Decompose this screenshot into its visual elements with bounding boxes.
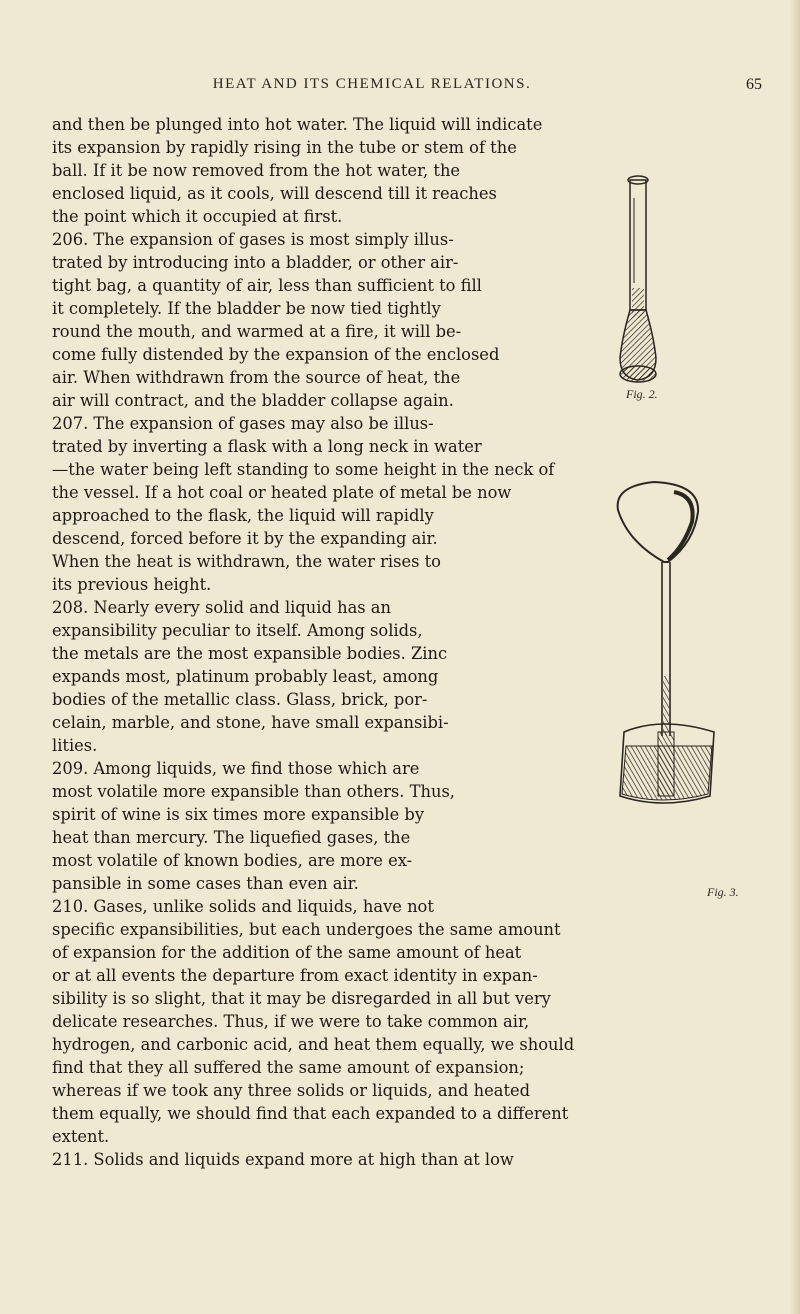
text-line: the vessel. If a hot coal or heated plate of metal be now <box>52 483 512 502</box>
text-line: find that they all suffered the same amount of expansion; <box>52 1058 525 1077</box>
page-number: 65 <box>746 76 762 93</box>
text-line: pansible in some cases than even air. <box>52 874 359 893</box>
text-line: heat than mercury. The liquefied gases, the <box>52 828 411 847</box>
text-line: 208. Nearly every solid and liquid has an <box>52 598 392 617</box>
text-line: descend, forced before it by the expanding air. <box>52 529 438 548</box>
text-line: most volatile more expansible than others. Thus, <box>52 782 455 801</box>
text-line: When the heat is withdrawn, the water rises to <box>52 552 441 571</box>
text-line: sibility is so slight, that it may be disregarded in all but very <box>52 989 551 1008</box>
text-line: them equally, we should find that each expanded to a different <box>52 1104 569 1123</box>
text-line: of expansion for the addition of the same amount of heat <box>52 943 522 962</box>
text-line: round the mouth, and warmed at a fire, it will be- <box>52 322 462 341</box>
text-line: 211. Solids and liquids expand more at high than at low <box>52 1150 514 1169</box>
text-line: its previous height. <box>52 575 212 594</box>
text-line: celain, marble, and stone, have small expansibi- <box>52 713 449 732</box>
figure-3-label: Fig. 3. <box>707 885 739 899</box>
text-line: come fully distended by the expansion of the enclosed <box>52 345 500 364</box>
text-line: and then be plunged into hot water. The liquid will indicate <box>52 115 543 134</box>
text-line: extent. <box>52 1127 110 1146</box>
text-line: enclosed liquid, as it cools, will descend till it reaches <box>52 184 497 203</box>
text-line: expansibility peculiar to itself. Among solids, <box>52 621 423 640</box>
text-line: —the water being left standing to some height in the neck of <box>52 460 555 479</box>
text-line: air. When withdrawn from the source of heat, the <box>52 368 461 387</box>
text-line: tight bag, a quantity of air, less than sufficient to fill <box>52 276 482 295</box>
text-line: hydrogen, and carbonic acid, and heat them equally, we should <box>52 1035 575 1054</box>
running-head: HEAT AND ITS CHEMICAL RELATIONS. <box>212 76 532 92</box>
text-line: spirit of wine is six times more expansible by <box>52 805 425 824</box>
text-line: it completely. If the bladder be now tied tightly <box>52 299 441 318</box>
text-line: lities. <box>52 736 98 755</box>
text-line: delicate researches. Thus, if we were to take common air, <box>52 1012 530 1031</box>
text-line: its expansion by rapidly rising in the tube or stem of the <box>52 138 517 157</box>
flask-illustration <box>612 168 692 398</box>
text-line: air will contract, and the bladder collapse again. <box>52 391 454 410</box>
text-line: 206. The expansion of gases is most simply illus- <box>52 230 454 249</box>
page-edge <box>790 0 800 1314</box>
text-line: trated by introducing into a bladder, or other air- <box>52 253 459 272</box>
text-line: whereas if we took any three solids or liquids, and heated <box>52 1081 531 1100</box>
text-line: specific expansibilities, but each undergoes the same amount <box>52 920 561 939</box>
text-line: expands most, platinum probably least, among <box>52 667 439 686</box>
figure-2 <box>612 168 692 398</box>
text-line: 207. The expansion of gases may also be illus- <box>52 414 434 433</box>
text-line: bodies of the metallic class. Glass, brick, por- <box>52 690 428 709</box>
text-line: 210. Gases, unlike solids and liquids, have not <box>52 897 434 916</box>
figure-3 <box>604 476 724 856</box>
text-line: approached to the flask, the liquid will rapidly <box>52 506 434 525</box>
text-line: ball. If it be now removed from the hot water, the <box>52 161 461 180</box>
text-line: the point which it occupied at first. <box>52 207 343 226</box>
text-line: or at all events the departure from exact identity in expan- <box>52 966 538 985</box>
text-line: trated by inverting a flask with a long neck in water <box>52 437 482 456</box>
page-header <box>0 76 800 100</box>
text-line: most volatile of known bodies, are more ex- <box>52 851 413 870</box>
figure-2-label: Fig. 2. <box>626 387 658 401</box>
text-line: 209. Among liquids, we find those which are <box>52 759 420 778</box>
inverted-flask-illustration <box>604 476 724 856</box>
text-line: the metals are the most expansible bodies. Zinc <box>52 644 448 663</box>
